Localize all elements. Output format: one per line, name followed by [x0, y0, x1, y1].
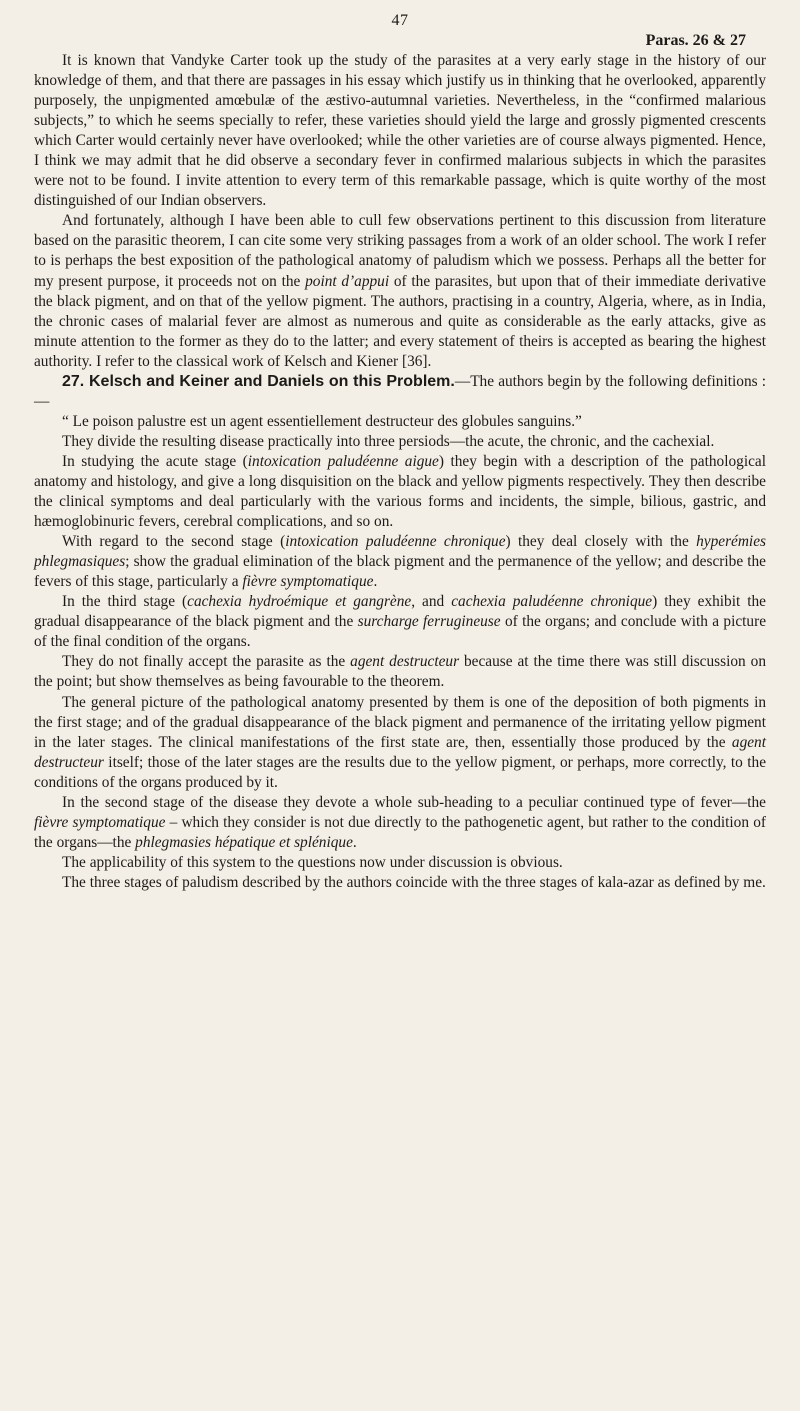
french-quotation: “ Le poison palustre est un agent essentiellement destructeur des globules sanguins.”: [62, 412, 582, 430]
page-number: 47: [391, 12, 409, 29]
section-heading: 27. Kelsch and Keiner and Daniels on this Problem.: [62, 372, 455, 390]
paragraph-kelsch-kiener-intro: And fortunately, although I have been able to cull few observations pertinent to this discussion from literature based on the parasitic theorem, I can cite some very striking passages from a work of an older school. The work I refer to is perhaps the best exposition of the pathological anatomy of paludism which we possess. Perhaps all the better for my present purpose, it proceeds not on the point d’appui of the parasites, but upon that of their immediate derivative the black pigment, and on that of the yellow pigment. The authors, practising in a country, Algeria, where, as in India, the chronic cases of malarial fever are almost as numerous and quite as considerable as the early attacks, give as minute attention to the former as they do to the latter; and every statement of theirs is accepted as bearing the highest authority. I refer to the classical work of Kelsch and Kiener [36].: [34, 212, 766, 370]
paragraph-applicability: The applicability of this system to the questions now under discussion is obvious.: [62, 853, 563, 871]
paragraph-second-stage: With regard to the second stage (intoxication paludéenne chronique) they deal closely with the hyperémies phlegmasiques; show the gradual elimination of the black pigment and the permanence of the yellow; and describe the fevers of this stage, particularly a fièvre symptomatique.: [34, 533, 766, 591]
section-27: 27. Kelsch and Keiner and Daniels on this Problem.—The authors begin by the following definitions :—: [34, 372, 766, 410]
paragraph-agent-destructeur: They do not finally accept the parasite as the agent destructeur because at the time there was still discussion on the point; but show themselves as being favourable to the theorem.: [34, 653, 766, 691]
paragraph-general-picture: The general picture of the pathological anatomy presented by them is one of the deposition of both pigments in the first stage; and of the gradual disappearance of the black pigment and permanence of the irritating yellow pigment in the later stages. The clinical manifestations of the first state are, then, essentially those produced by the agent destructeur itself; those of the later stages are the results due to the yellow pigment, or perhaps, more correctly, to the conditions of the organs produced by it.: [34, 693, 766, 791]
paragraph-fievre-symptomatique: In the second stage of the disease they devote a whole sub-heading to a peculiar continued type of fever—the fièvre symptomatique – which they consider is not due directly to the pathogenetic agent, but rather to the condition of the organs—the phlegmasies hépatique et splénique.: [34, 793, 766, 851]
running-head: Paras. 26 & 27: [645, 32, 746, 49]
paragraph-third-stage: In the third stage (cachexia hydroémique et gangrène, and cachexia paludéenne chronique) they exhibit the gradual disappearance of the black pigment and the surcharge ferrugineuse of the organs; and conclude with a picture of the final condition of the organs.: [34, 593, 767, 651]
paragraph-three-periods: They divide the resulting disease practically into three persiods—the acute, the chronic, and the cachexial.: [62, 432, 715, 450]
body-text: [34, 51, 766, 893]
paragraph-carter: It is known that Vandyke Carter took up the study of the parasites at a very early stage in the history of our knowledge of them, and that there are passages in his essay which justify us in thinking that he overlooked, apparently purposely, the unpigmented amœbulæ of the æstivo-autumnal varieties. Nevertheless, in the “confirmed malarious subjects,” to which he seems specially to refer, these varieties should yield the large and grossly pigmented crescents which Carter would certainly never have overlooked; while the other varieties are of course always pigmented. Hence, I think we may admit that he did observe a secondary fever in confirmed malarious subjects in which the parasites were not to be found. I invite attention to every term of this remarkable passage, which is quite worthy of the most distinguished of our Indian observers.: [34, 52, 766, 210]
paragraph-acute-stage: In studying the acute stage (intoxication paludéenne aigue) they begin with a description of the pathological anatomy and histology, and give a long disquisition on the black and yellow pigments respectively. They then describe the clinical symptoms and deal particularly with the various forms and incidents, the simple, bilious, gastric, and hæmoglobinuric fevers, cerebral complications, and so on.: [34, 452, 766, 531]
paragraph-kala-azar: The three stages of paludism described by the authors coincide with the three stages of kala-azar as defined by me.: [62, 873, 766, 891]
